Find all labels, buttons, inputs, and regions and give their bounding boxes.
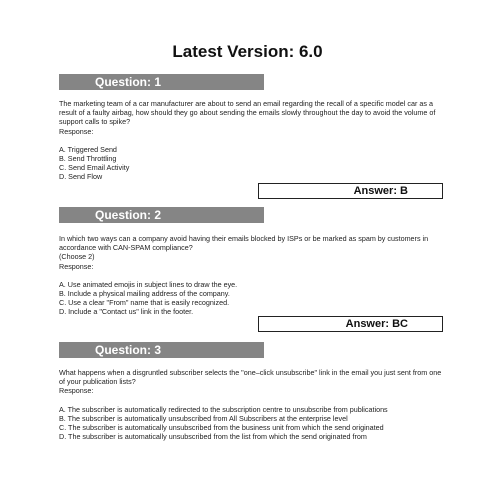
option-a: A. Triggered Send <box>59 144 117 154</box>
question-3-response-label: Response: <box>59 386 94 396</box>
question-3-body <box>59 368 444 441</box>
option-a: A. Use animated emojis in subject lines to draw the eye. <box>59 279 238 289</box>
question-2-note: (Choose 2) <box>59 252 95 262</box>
option-c: C. Use a clear "From" name that is easily recognized. <box>59 298 230 308</box>
option-b: B. The subscriber is automatically unsubscribed from All Subscribers at the enterprise level <box>59 413 348 423</box>
option-a: A. The subscriber is automatically redirected to the subscription centre to unsubscribe from publications <box>59 404 388 414</box>
question-2-body <box>59 234 444 317</box>
question-2-response-label: Response: <box>59 261 94 271</box>
question-3-text: What happens when a disgruntled subscriber selects the "one–click unsubscribe" link in the email you just sent from one of your publication lists? <box>59 368 442 387</box>
question-1-answer: Answer: B <box>258 183 443 199</box>
option-d: D. Send Flow <box>59 172 103 182</box>
question-1-heading: Question: 1 <box>59 74 264 90</box>
question-1-body <box>59 99 444 182</box>
question-1-options <box>59 145 444 182</box>
question-3-options <box>59 405 444 442</box>
option-b: B. Send Throttling <box>59 154 117 164</box>
question-2-answer: Answer: BC <box>258 316 443 332</box>
option-c: C. Send Email Activity <box>59 163 130 173</box>
question-2-options <box>59 280 444 317</box>
question-3-heading: Question: 3 <box>59 342 264 358</box>
option-d: D. The subscriber is automatically unsubscribed from the list from which the send originated from <box>59 432 367 442</box>
option-d: D. Include a "Contact us" link in the footer. <box>59 307 194 317</box>
question-1-text: The marketing team of a car manufacturer are about to send an email regarding the recall of a specific model car as a result of a faulty airbag, how should they go about sending the emails slowly throughout the day to avoid the volume of support calls to spike? <box>59 99 436 127</box>
question-1-response-label: Response: <box>59 126 94 136</box>
option-b: B. Include a physical mailing address of the company. <box>59 289 230 299</box>
question-2-heading: Question: 2 <box>59 207 264 223</box>
page-title: Latest Version: 6.0 <box>172 42 323 61</box>
question-2-text: In which two ways can a company avoid having their emails blocked by ISPs or be marked as spam by customers in accordance with CAN-SPAM compliance? <box>59 234 429 253</box>
option-c: C. The subscriber is automatically unsubscribed from the business unit from which the send originated <box>59 423 384 433</box>
